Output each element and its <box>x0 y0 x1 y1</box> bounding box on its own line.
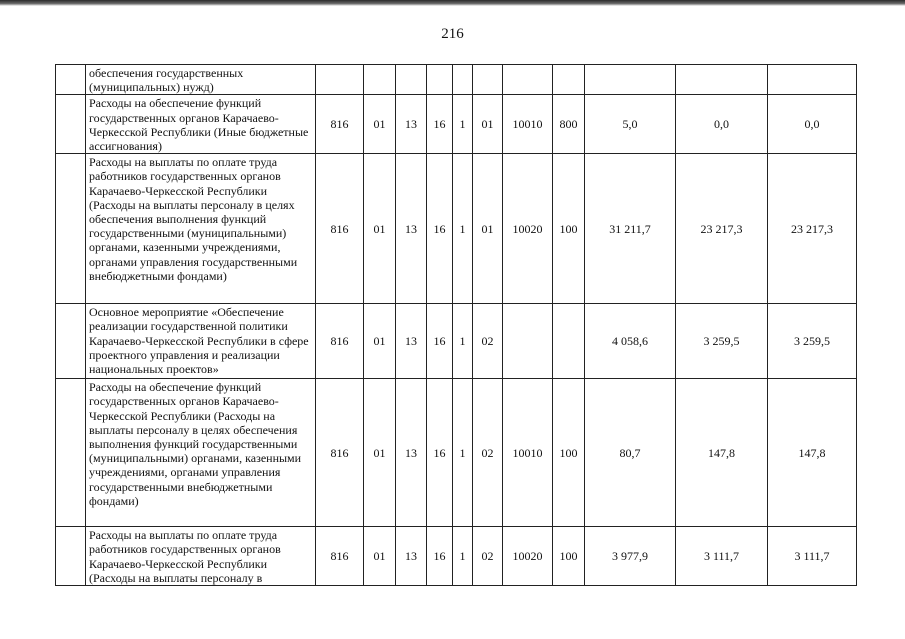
subprogram-cell <box>453 65 473 95</box>
row-number-cell <box>56 95 86 154</box>
amount-year2-cell: 147,8 <box>676 379 768 527</box>
amount-year3-cell: 147,8 <box>768 379 857 527</box>
page-number: 216 <box>441 26 464 42</box>
subsection-cell: 13 <box>396 304 427 379</box>
subprogram-cell: 1 <box>453 379 473 527</box>
table-row <box>56 154 857 304</box>
section-cell: 01 <box>364 379 396 527</box>
amount-year3-cell: 0,0 <box>768 95 857 154</box>
ministry-code-cell: 816 <box>316 304 364 379</box>
expense-name-cell: Расходы на обеспечение функций государственных органов Карачаево-Черкесской Республики (Иные бюджетные ассигнования) <box>86 95 316 154</box>
amount-year1-cell: 80,7 <box>585 379 676 527</box>
ministry-code-cell: 816 <box>316 154 364 304</box>
event-cell: 01 <box>473 95 503 154</box>
ministry-code-cell <box>316 65 364 95</box>
amount-year3-cell: 23 217,3 <box>768 154 857 304</box>
budget-table <box>55 64 857 586</box>
expense-type-cell: 100 <box>553 154 585 304</box>
amount-year2-cell <box>676 65 768 95</box>
table-body <box>56 65 857 586</box>
amount-year3-cell: 3 111,7 <box>768 527 857 586</box>
subprogram-cell: 1 <box>453 527 473 586</box>
table-row <box>56 379 857 527</box>
ministry-code-cell: 816 <box>316 379 364 527</box>
amount-year1-cell: 31 211,7 <box>585 154 676 304</box>
direction-cell: 10010 <box>503 379 553 527</box>
program-cell: 16 <box>427 304 453 379</box>
direction-cell: 10020 <box>503 154 553 304</box>
scan-top-edge <box>0 0 905 6</box>
program-cell: 16 <box>427 527 453 586</box>
table-row <box>56 95 857 154</box>
subsection-cell: 13 <box>396 154 427 304</box>
amount-year3-cell: 3 259,5 <box>768 304 857 379</box>
program-cell: 16 <box>427 154 453 304</box>
row-number-cell <box>56 304 86 379</box>
section-cell: 01 <box>364 95 396 154</box>
direction-cell: 10020 <box>503 527 553 586</box>
amount-year1-cell: 4 058,6 <box>585 304 676 379</box>
direction-cell <box>503 65 553 95</box>
expense-type-cell <box>553 65 585 95</box>
expense-name-cell: обеспечения государственных (муниципальных) нужд) <box>86 65 316 95</box>
event-cell: 02 <box>473 379 503 527</box>
subsection-cell <box>396 65 427 95</box>
event-cell <box>473 65 503 95</box>
ministry-code-cell: 816 <box>316 95 364 154</box>
ministry-code-cell: 816 <box>316 527 364 586</box>
expense-type-cell: 800 <box>553 95 585 154</box>
subsection-cell: 13 <box>396 379 427 527</box>
amount-year1-cell: 3 977,9 <box>585 527 676 586</box>
amount-year1-cell <box>585 65 676 95</box>
expense-name-cell: Расходы на выплаты по оплате труда работников государственных органов Карачаево-Черкесской Республики (Расходы на выплаты персоналу в <box>86 527 316 586</box>
event-cell: 02 <box>473 527 503 586</box>
program-cell: 16 <box>427 95 453 154</box>
direction-cell: 10010 <box>503 95 553 154</box>
event-cell: 02 <box>473 304 503 379</box>
subprogram-cell: 1 <box>453 304 473 379</box>
expense-name-cell: Расходы на обеспечение функций государственных органов Карачаево-Черкесской Республики (Расходы на выплаты персоналу в целях обеспечения выполнения функций государственными (муниципальными) органами, казенными учреждениями, органами управления государственными внебюджетными фондами) <box>86 379 316 527</box>
expense-name-cell: Основное мероприятие «Обеспечение реализации государственной политики Карачаево-Черкесской Республики в сфере проектного управления и реализации национальных проектов» <box>86 304 316 379</box>
direction-cell <box>503 304 553 379</box>
expense-type-cell <box>553 304 585 379</box>
subprogram-cell: 1 <box>453 95 473 154</box>
amount-year2-cell: 3 111,7 <box>676 527 768 586</box>
event-cell: 01 <box>473 154 503 304</box>
section-cell: 01 <box>364 527 396 586</box>
subsection-cell: 13 <box>396 95 427 154</box>
table-row <box>56 527 857 586</box>
section-cell: 01 <box>364 154 396 304</box>
table-row <box>56 65 857 95</box>
expense-type-cell: 100 <box>553 527 585 586</box>
amount-year2-cell: 23 217,3 <box>676 154 768 304</box>
section-cell <box>364 65 396 95</box>
expense-name-cell: Расходы на выплаты по оплате труда работников государственных органов Карачаево-Черкесской Республики (Расходы на выплаты персоналу в целях обеспечения выполнения функций государственными (муниципальными) органами, казенными учреждениями, органами управления государственными внебюджетными фондами) <box>86 154 316 304</box>
expense-type-cell: 100 <box>553 379 585 527</box>
program-cell <box>427 65 453 95</box>
program-cell: 16 <box>427 379 453 527</box>
table-row <box>56 304 857 379</box>
row-number-cell <box>56 527 86 586</box>
row-number-cell <box>56 379 86 527</box>
amount-year2-cell: 3 259,5 <box>676 304 768 379</box>
subprogram-cell: 1 <box>453 154 473 304</box>
subsection-cell: 13 <box>396 527 427 586</box>
amount-year2-cell: 0,0 <box>676 95 768 154</box>
amount-year3-cell <box>768 65 857 95</box>
amount-year1-cell: 5,0 <box>585 95 676 154</box>
row-number-cell <box>56 65 86 95</box>
section-cell: 01 <box>364 304 396 379</box>
row-number-cell <box>56 154 86 304</box>
